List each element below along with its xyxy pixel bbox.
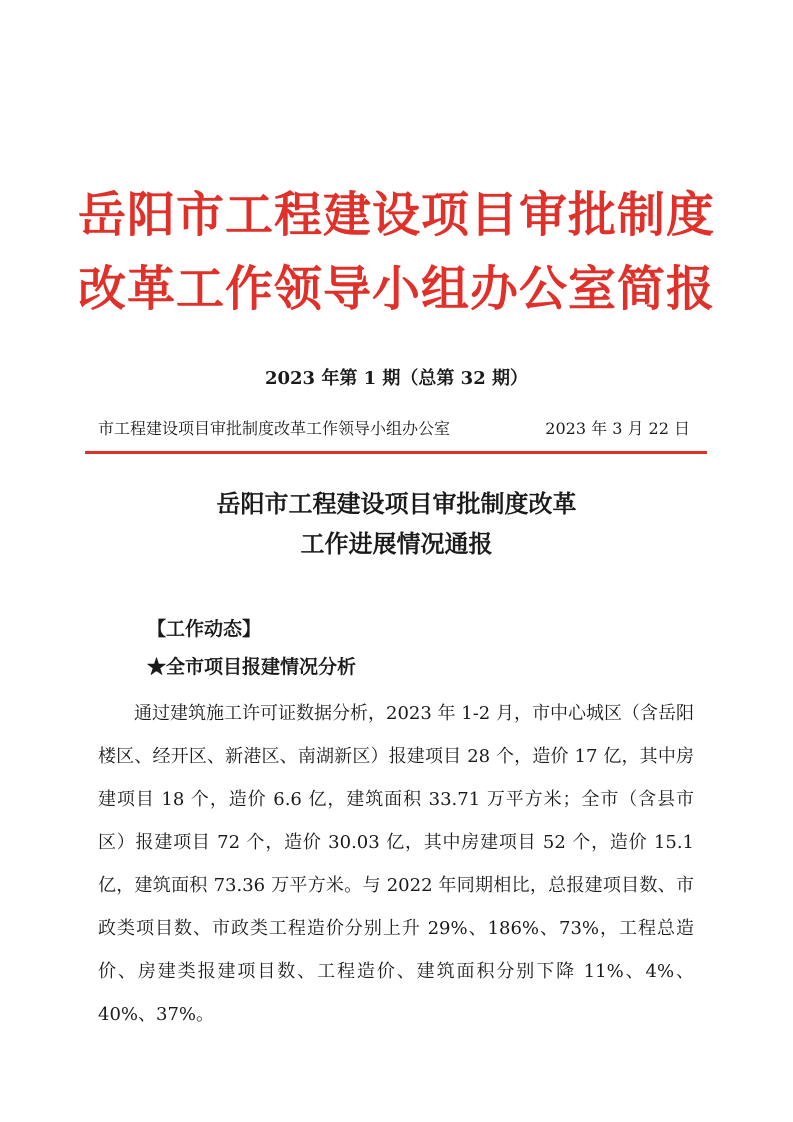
document-title-line-1: 岳阳市工程建设项目审批制度改革 [216,489,577,518]
issuing-office: 市工程建设项目审批制度改革工作领导小组办公室 [98,419,451,438]
red-divider [85,451,707,454]
subsection-heading: ★全市项目报建情况分析 [147,656,357,678]
section-heading: 【工作动态】 [147,618,262,640]
masthead-line-1: 岳阳市工程建设项目审批制度 [77,187,715,243]
issue-number: 2023 年第 1 期（总第 32 期） [264,368,528,389]
masthead-line-2: 改革工作领导小组办公室简报 [77,261,715,317]
document-title [0,484,793,564]
masthead-title [0,178,793,326]
document-title-line-2: 工作进展情况通报 [300,529,493,558]
issue-date: 2023 年 3 月 22 日 [545,419,690,438]
body-paragraph: 通过建筑施工许可证数据分析，2023 年 1-2 月，市中心城区（含岳阳楼区、经开区、新港区、南湖新区）报建项目 28 个，造价 17 亿，其中房建项目 18 个，造价 6.6 亿，建筑面积 33.71 万平方米；全市（含县市区）报建项目 72 个，造价 30.03 亿，其中房建项目 52 个，造价 15.1 亿，建筑面积 73.36 万平方米。与 2022 年同期相比，总报建项目数、市政类项目数、市政类工程造价分别上升 29%、186%、73%，工程总造价、房建类报建项目数、工程造价、建筑面积分别下降 11%、4%、40%、37%。 [98,703,694,1025]
